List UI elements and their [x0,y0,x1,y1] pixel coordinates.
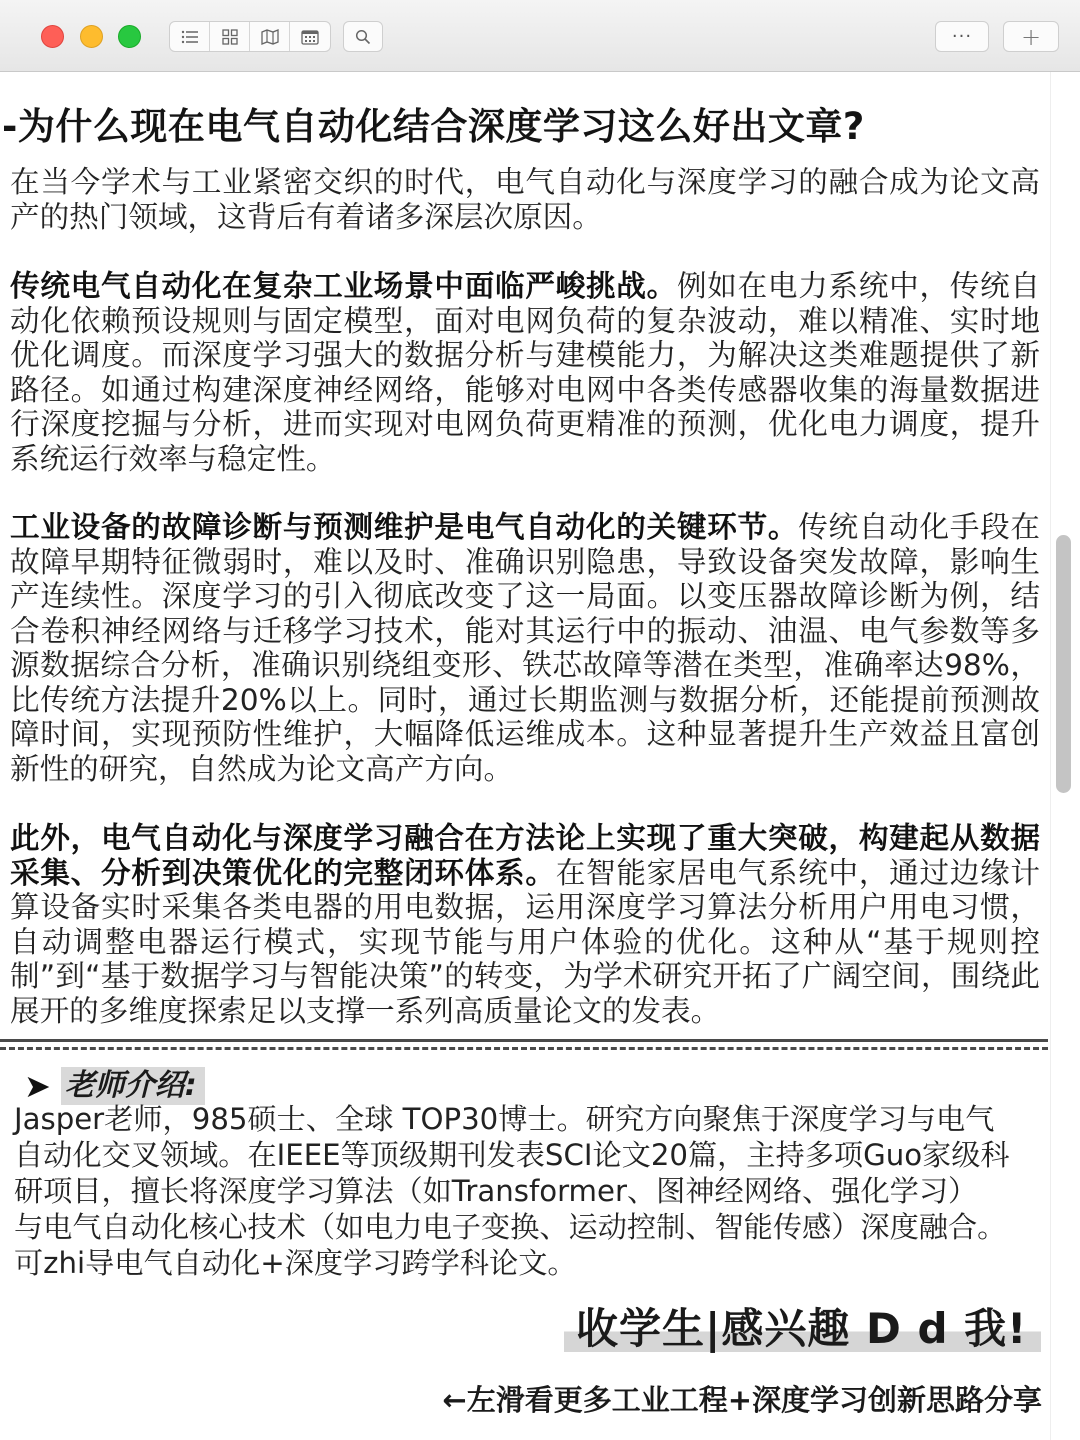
arrow-right-icon: ➤ [24,1067,51,1105]
paragraph-challenges-body: 例如在电力系统中，传统自动化依赖预设规则与固定模型，面对电网负荷的复杂波动，难以精准、实时地优化调度。而深度学习强大的数据分析与建模能力，为解决这类难题提供了新路径。如通过构建深度神经网络，能够对电网中各类传感器收集的海量数据进行深度挖掘与分析，进而实现对电网负荷更精准的预测，优化电力调度，提升系统运行效率与稳定性。 [10,269,1040,476]
section-divider-dashed [0,1047,1048,1050]
calendar-view-button[interactable] [290,22,330,51]
teacher-bio-line: 可zhi导电气自动化+深度学习跨学科论文。 [14,1246,577,1280]
intro-text: 在当今学术与工业紧密交织的时代，电气自动化与深度学习的融合成为论文高产的热门领域，这背后有着诸多深层次原因。 [10,165,1040,234]
section-divider [0,1039,1048,1042]
teacher-heading [24,1066,205,1106]
grid-view-icon [222,29,238,45]
window-toolbar [0,0,1080,72]
search-icon [355,29,371,45]
add-button[interactable] [1003,21,1059,52]
teacher-bio-line: Jasper老师，985硕士、全球 TOP30博士。研究方向聚焦于深度学习与电气 [14,1102,995,1136]
zoom-window-button[interactable] [118,25,141,48]
vertical-scrollbar-thumb[interactable] [1056,535,1071,793]
teacher-bio-line: 与电气自动化核心技术（如电力电子变换、运动控制、智能传感）深度融合。 [14,1210,1007,1244]
search-button[interactable] [343,21,383,52]
add-icon: + [1020,22,1042,51]
more-options-button[interactable] [935,21,989,52]
map-icon [261,29,279,45]
teacher-bio [14,1101,1044,1281]
paragraph-fault-diagnosis [10,510,1040,786]
list-view-button[interactable] [170,22,210,51]
paragraph-methodology [10,821,1040,1028]
more-icon: ··· [951,26,973,47]
recruit-banner: 收学生|感兴趣 D d 我! [564,1306,1041,1352]
intro-paragraph [10,165,1040,234]
paragraph-challenges-lead: 传统电气自动化在复杂工业场景中面临严峻挑战。 [10,269,677,303]
page-title: -为什么现在电气自动化结合深度学习这么好出文章? [2,105,865,148]
grid-view-button[interactable] [210,22,250,51]
paragraph-methodology-lead: 此外，电气自动化与深度学习融合在方法论上实现了重大突破，构建起从数据采集、分析到决策优化的完整闭环体系。 [10,821,1040,890]
close-window-button[interactable] [41,25,64,48]
minimize-window-button[interactable] [80,25,103,48]
view-mode-segmented-control [169,21,331,52]
calendar-icon [301,29,319,45]
paragraph-methodology-body: 在智能家居电气系统中，通过边缘计算设备实时采集各类电器的用电数据，运用深度学习算法分析用户用电习惯，自动调整电器运行模式，实现节能与用户体验的优化。这种从“基于规则控制”到“基于数据学习与智能决策”的转变，为学术研究开拓了广阔空间，围绕此展开的多维度探索足以支撑一系列高质量论文的发表。 [10,855,1041,1028]
teacher-bio-line: 研项目，擅长将深度学习算法（如Transformer、图神经网络、强化学习） [14,1174,978,1208]
paragraph-fault-diagnosis-lead: 工业设备的故障诊断与预测维护是电气自动化的关键环节。 [10,510,799,544]
paragraph-challenges [10,269,1040,476]
list-view-icon [181,30,199,44]
paragraph-fault-diagnosis-body: 传统自动化手段在故障早期特征微弱时，难以及时、准确识别隐患，导致设备突发故障，影响生产连续性。深度学习的引入彻底改变了这一局面。以变压器故障诊断为例，结合卷积神经网络与迁移学习技术，能对其运行中的振动、油温、电气参数等多源数据综合分析，准确识别绕组变形、铁芯故障等潜在类型，准确率达98%，比传统方法提升20%以上。同时，通过长期监测与数据分析，还能提前预测故障时间，实现预防性维护，大幅降低运维成本。这种显著提升生产效益且富创新性的研究，自然成为论文高产方向。 [10,510,1041,786]
teacher-bio-line: 自动化交叉领域。在IEEE等顶级期刊发表SCI论文20篇，主持多项Guo家级科 [14,1138,1010,1172]
swipe-hint: ←左滑看更多工业工程+深度学习创新思路分享 [442,1383,1042,1417]
map-view-button[interactable] [250,22,290,51]
teacher-label: 老师介绍: [61,1067,205,1105]
